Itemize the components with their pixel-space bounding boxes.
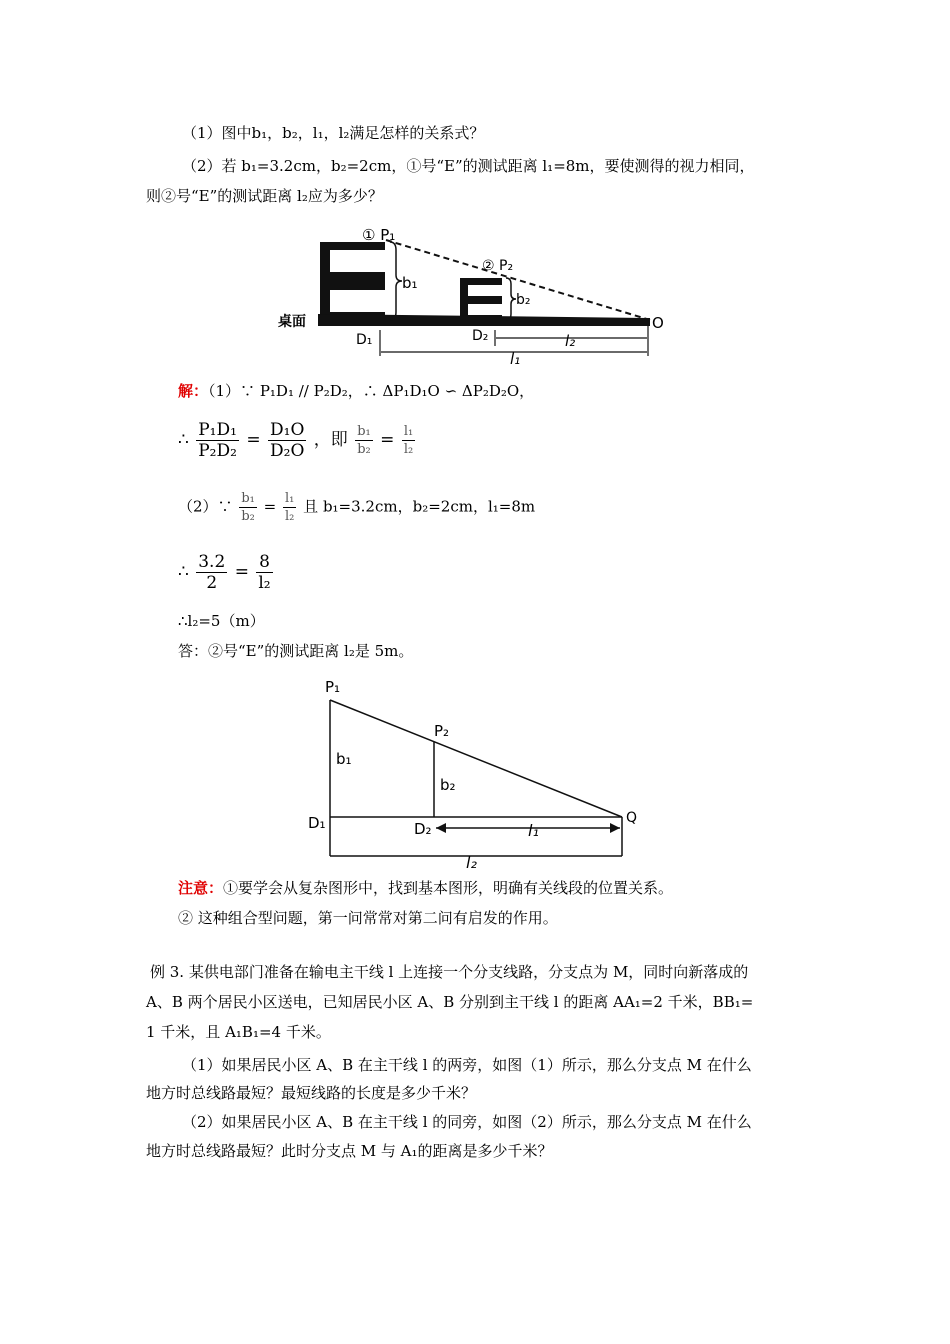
solution-proportion: ∴ $\frac{\text{P₁D₁}}{\text{P₂D₂}}$ = $\frac{\text{D₁O}}{\text{D₂O}}$ ，即 $\frac{\text{b₁}}{\text{b₂}}$ = $\frac{\text{l₁}}{\text{l₂}}$ <box>178 420 414 461</box>
question-1: （1）图中b₁，b₂，l₁，l₂满足怎样的关系式？ <box>182 124 485 142</box>
label-o: O <box>652 314 664 332</box>
sight-line <box>386 240 650 320</box>
fraction-32-2: $\frac{3.2}{2}$ <box>198 552 226 593</box>
label-d1: D₁ <box>308 814 326 832</box>
note-line1: 注意：①要学会从复杂图形中，找到基本图形，明确有关线段的位置关系。 <box>178 879 674 897</box>
solution-substitution: ∴ $\frac{3.2}{2}$ = $\frac{8}{\text{l₂}}$ <box>178 552 271 593</box>
label-b1: b₁ <box>402 274 418 292</box>
solution-label: 解： <box>178 382 209 400</box>
label-b1: b₁ <box>336 750 352 768</box>
therefore-symbol: ∴ <box>178 430 189 450</box>
fraction-8-l2: $\frac{8}{\text{l₂}}$ <box>258 552 271 593</box>
example3-q2-line1: （2）如果居民小区 A、B 在主干线 l 的同旁，如图（2）所示，那么分支点 M 在什么 <box>182 1113 752 1131</box>
label-l1: l₁ <box>510 350 521 368</box>
example3-line2: A、B 两个居民小区送电，已知居民小区 A、B 分别到主干线 l 的距离 AA₁=2 千米，BB₁= <box>146 993 754 1011</box>
example3-q1-line2: 地方时总线路最短？最短线路的长度是多少千米？ <box>146 1084 477 1102</box>
question-2-line1: （2）若 b₁=3.2cm，b₂=2cm，①号“E”的测试距离 l₁=8m，要使测得的视力相同， <box>182 157 755 175</box>
example3-line3: 1 千米，且 A₁B₁=4 千米。 <box>146 1023 331 1041</box>
fraction-l1-l2: $\frac{\text{l₁}}{\text{l₂}}$ <box>403 424 414 457</box>
solution-step1 <box>178 381 534 401</box>
solution-answer: 答：②号“E”的测试距离 l₂是 5m。 <box>178 642 414 660</box>
fraction-p1d1-p2d2: $\frac{\text{P₁D₁}}{\text{P₂D₂}}$ <box>198 420 237 461</box>
label-p1: P₁ <box>325 678 341 696</box>
solution-result: ∴l₂=5（m） <box>178 612 265 630</box>
label-q: Q <box>626 810 638 826</box>
example3-line1: 例 3. 某供电部门准备在输电主干线 l 上连接一个分支线路，分支点为 M，同时向新落成的 <box>150 963 749 981</box>
fraction-l1-l2-step2: $\frac{\text{l₁}}{\text{l₂}}$ <box>285 491 295 524</box>
fraction-d1o-d2o: $\frac{\text{D₁O}}{\text{D₂O}}$ <box>270 420 305 461</box>
label-b2: b₂ <box>516 292 531 308</box>
label-d2: D₂ <box>472 328 489 344</box>
label-b2: b₂ <box>440 776 456 794</box>
step2-given-values: 且 b₁=3.2cm，b₂=2cm，l₁=8m <box>303 497 536 516</box>
label-l2: l₂ <box>565 332 576 350</box>
figure-triangle-diagram <box>300 672 650 872</box>
label-p2: ② P₂ <box>482 258 514 274</box>
b2-brace <box>506 278 516 320</box>
solution-step2: （2）∵ $\frac{\text{b₁}}{\text{b₂}}$ = $\frac{\text{l₁}}{\text{l₂}}$ 且 b₁=3.2cm，b₂=2cm，l₁=8m <box>178 491 536 524</box>
b1-brace <box>390 242 402 320</box>
solution-step1-text: （1）∵ P₁D₁ // P₂D₂，∴ ΔP₁D₁O ∽ ΔP₂D₂O， <box>208 382 535 400</box>
label-d2: D₂ <box>414 820 432 838</box>
note-label: 注意： <box>178 879 224 897</box>
note-line2: ② 这种组合型问题，第一问常常对第二问有启发的作用。 <box>178 909 558 927</box>
example3-q1-line1: （1）如果居民小区 A、B 在主干线 l 的两旁，如图（1）所示，那么分支点 M 在什么 <box>182 1056 752 1074</box>
label-p2: P₂ <box>434 722 450 740</box>
label-desk: 桌面 <box>278 314 306 330</box>
label-d1: D₁ <box>356 332 373 348</box>
figure-e-chart-diagram <box>270 220 680 370</box>
label-p1: ① P₁ <box>362 226 396 244</box>
label-l1: l₁ <box>528 821 539 840</box>
question-2-line2: 则②号“E”的测试距离 l₂应为多少？ <box>146 187 383 205</box>
example3-q2-line2: 地方时总线路最短？此时分支点 M 与 A₁的距离是多少千米？ <box>146 1142 553 1160</box>
label-l2: l₂ <box>466 853 477 872</box>
segment-p1q <box>330 700 622 817</box>
fraction-b1-b2: $\frac{\text{b₁}}{\text{b₂}}$ <box>357 424 371 457</box>
fraction-b1-b2-step2: $\frac{\text{b₁}}{\text{b₂}}$ <box>241 491 255 524</box>
